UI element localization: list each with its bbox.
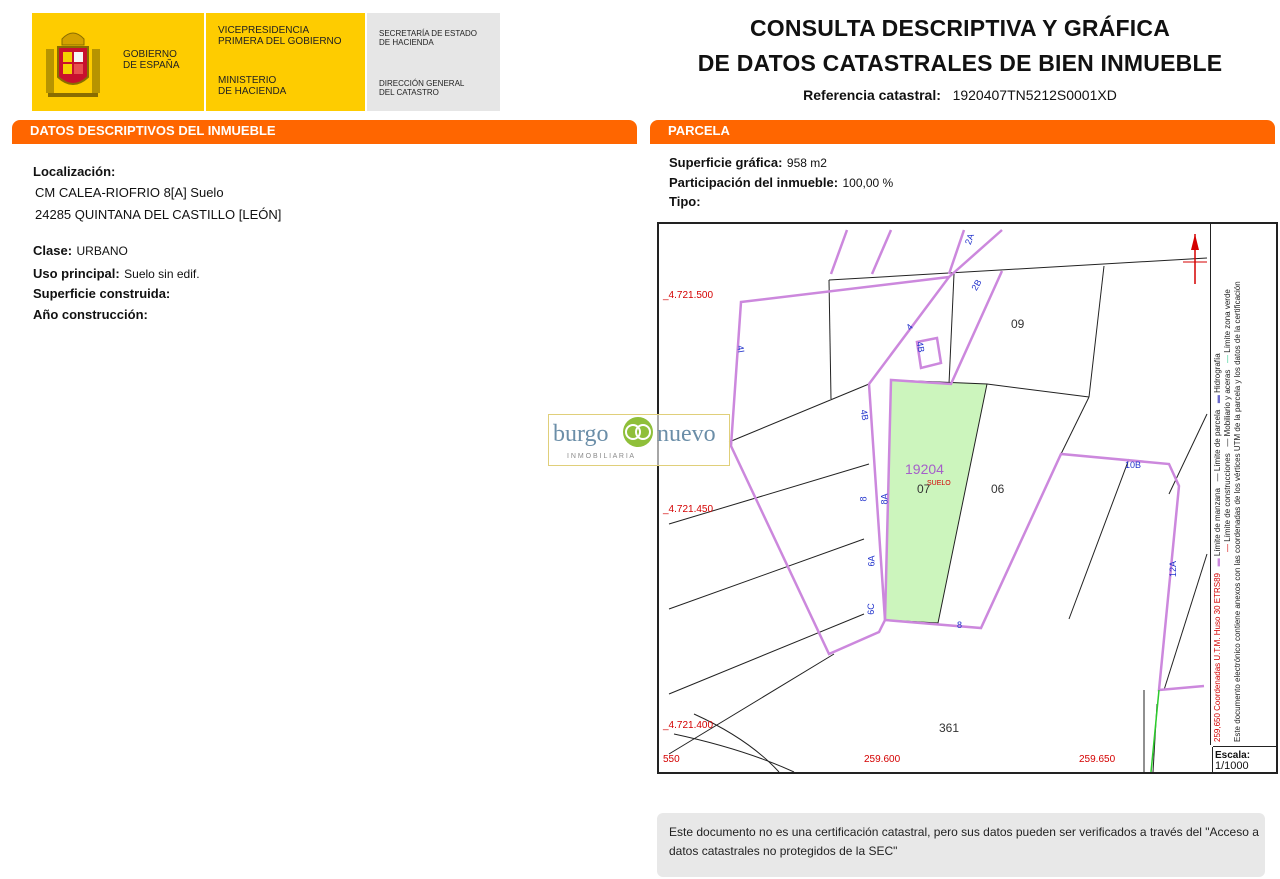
left-bar-line	[12, 142, 637, 144]
gobierno-line1: GOBIERNO	[123, 49, 177, 60]
street-label: 4B	[914, 340, 927, 354]
suelo-label: SUELO	[927, 480, 951, 487]
legend-mobiliario: Mobiliario y aceras	[1223, 369, 1232, 437]
x-label-2: 259.600	[864, 754, 901, 765]
street-label: 12A	[1168, 560, 1179, 578]
document-title-line2: DE DATOS CATASTRALES DE BIEN INMUEBLE	[697, 50, 1223, 76]
green-zone-line	[1151, 690, 1159, 772]
manzana-line	[949, 230, 964, 274]
legend-limite-manzana: Límite de manzana	[1213, 488, 1222, 557]
manzana-line	[831, 230, 847, 274]
legend-hidrografia: Hidrografía	[1213, 353, 1222, 393]
document-title-line1: CONSULTA DESCRIPTIVA Y GRÁFICA	[749, 15, 1171, 41]
ministerio-line1: MINISTERIO	[218, 75, 277, 86]
block-line	[829, 280, 831, 399]
north-arrow-head	[1191, 234, 1199, 250]
parcel-361: 361	[939, 721, 960, 735]
clase-value: URBANO	[76, 244, 128, 258]
cadastral-map	[657, 222, 1278, 774]
watermark-logo-icon	[621, 415, 655, 449]
secretaria-line2: DE HACIENDA	[379, 38, 434, 47]
gobierno-logo-block	[32, 13, 204, 111]
superficie-grafica-row	[669, 154, 827, 172]
street-label: 10B	[1125, 460, 1142, 470]
block-line	[729, 384, 869, 442]
clase-label: Clase:	[33, 243, 73, 258]
escala-top-line	[1213, 746, 1276, 747]
legend-zona-verde: Límite zona verde	[1223, 289, 1232, 353]
block-line	[669, 614, 864, 694]
parcel-shape	[885, 380, 987, 623]
parcel-number: 07	[917, 482, 931, 496]
y-label-1: _4.721.500	[663, 290, 714, 301]
block-line	[829, 258, 1207, 280]
datos-descriptivos-header: DATOS DESCRIPTIVOS DEL INMUEBLE	[12, 120, 637, 142]
y-label-3: _4.721.400	[663, 720, 714, 731]
gobierno-line2: DE ESPAÑA	[123, 60, 180, 71]
y-label-2: _4.721.450	[663, 504, 714, 515]
vicepresidencia-line2: PRIMERA DEL GOBIERNO	[218, 36, 342, 47]
map-legend	[1213, 222, 1275, 742]
address-line1: CM CALEA-RIOFRIO 8[A] Suelo	[35, 185, 224, 200]
anio-construccion-label: Año construcción:	[33, 307, 148, 322]
clase-row	[33, 242, 128, 260]
street-label: 4B	[858, 408, 871, 422]
tipo-label: Tipo:	[669, 194, 701, 209]
watermark-right: nuevo	[657, 421, 716, 447]
footer-text: Este documento no es una certificación catastral, pero sus datos pueden ser verificados a través del "Acceso a datos catastrales no protegidos de la SEC"	[669, 825, 1259, 858]
referencia-catastral	[640, 87, 1280, 103]
parcel-06: 06	[991, 482, 1005, 496]
escala-label: Escala:	[1215, 750, 1251, 761]
block-line	[1069, 459, 1129, 619]
watermark	[548, 414, 730, 466]
block-line	[1061, 397, 1089, 454]
secretaria-line1: SECRETARÍA DE ESTADO	[379, 29, 477, 38]
legend-row-1: 259,650 Coordenadas U.T.M. Huso 30 ETRS89 ▬ Límite de manzana — Límite de parcela ▬ Hidrografía	[1213, 353, 1222, 742]
block-line	[987, 384, 1089, 397]
x-label-3: 259.650	[1079, 754, 1116, 765]
parcel-ref: 19204	[905, 461, 944, 477]
x-label-1: 550	[663, 754, 680, 765]
uso-label: Uso principal:	[33, 266, 120, 281]
street-label: 8	[957, 620, 963, 630]
block-line	[949, 274, 954, 384]
block-line	[669, 464, 869, 524]
street-label: 8	[858, 496, 869, 502]
street-label: 6A	[866, 555, 877, 567]
block-line	[669, 539, 864, 609]
ref-value: 1920407TN5212S0001XD	[952, 87, 1117, 103]
participacion-value: 100,00 %	[842, 176, 894, 190]
watermark-left: burgo	[553, 421, 609, 447]
manzana-line	[872, 230, 891, 274]
superficie-grafica-label: Superficie gráfica:	[669, 155, 783, 170]
legend-limite-parcela: Límite de parcela	[1213, 409, 1222, 472]
escala-divider	[1212, 747, 1213, 772]
ref-label: Referencia catastral:	[803, 87, 941, 103]
map-drawing	[659, 224, 1276, 772]
block-line	[1169, 414, 1207, 494]
legend-row-2: — Límite de construcciones — Mobiliario y aceras — Límite zona verde	[1223, 289, 1232, 552]
street-label: 4	[904, 321, 915, 333]
superficie-grafica-value: 958 m2	[786, 156, 827, 170]
localizacion-label: Localización:	[33, 164, 116, 179]
street-label: 6C	[865, 603, 876, 615]
legend-coords: 259,650 Coordenadas U.T.M. Huso 30 ETRS89	[1213, 573, 1222, 742]
watermark-sub: I N M O B I L I A R I A	[567, 453, 635, 460]
block-line	[1089, 266, 1104, 397]
street-label: 8A	[879, 493, 890, 505]
right-bar-line	[650, 142, 1275, 144]
legend-note: Este documento electrónico contiene anexos con las coordenadas de los vértices UTM de la parcela y los datos de la certificación	[1233, 281, 1242, 742]
street-label: 2B	[969, 277, 984, 293]
legend-limite-construcciones: Límite de construcciones	[1223, 453, 1232, 542]
address-line2: 24285 QUINTANA DEL CASTILLO [LEÓN]	[35, 207, 282, 222]
coat-of-arms-icon	[42, 27, 104, 99]
superficie-construida-label: Superficie construida:	[33, 286, 171, 301]
secretaria-block	[367, 13, 500, 111]
ministerio-line2: DE HACIENDA	[218, 86, 287, 97]
direccion-line2: DEL CATASTRO	[379, 88, 439, 97]
uso-row	[33, 265, 200, 283]
parcel-09: 09	[1011, 317, 1025, 331]
street-label: 2A	[962, 232, 977, 246]
street-label: 4I	[735, 344, 747, 354]
escala-value: 1/1000	[1215, 760, 1249, 772]
ministerio-block	[206, 13, 365, 111]
direccion-line1: DIRECCIÓN GENERAL	[379, 79, 465, 88]
vicepresidencia-line1: VICEPRESIDENCIA	[218, 25, 310, 36]
uso-value: Suelo sin edif.	[124, 267, 200, 281]
participacion-label: Participación del inmueble:	[669, 175, 839, 190]
legend-divider	[1210, 222, 1211, 745]
participacion-row	[669, 174, 893, 192]
parcela-header: PARCELA	[650, 120, 1275, 142]
